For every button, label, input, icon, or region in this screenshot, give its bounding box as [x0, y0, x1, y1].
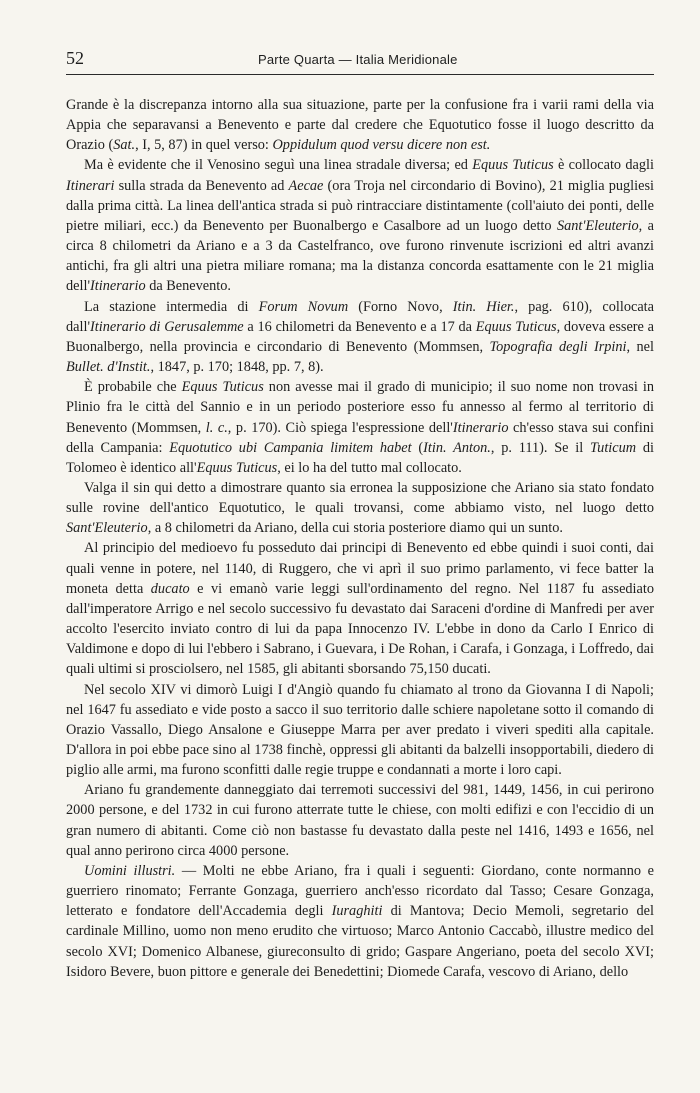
- text-run: (Forno Novo,: [348, 298, 453, 315]
- text-run: , I, 5, 87) in quel verso:: [135, 137, 273, 154]
- italic-text: Oppidulum quod versu dicere non est.: [272, 137, 491, 154]
- text-run: , a 8 chilometri da Ariano, della cui storia posteriore diamo qui un sunto.: [147, 520, 563, 537]
- text-run: Nel secolo XIV vi dimorò Luigi I d'Angiò quando fu chiamato al trono da Giovanna I di Napoli; nel 1647 fu assediato e vide posto a sacco il suo territorio dalle schiere napoletane sotto il comando di Orazio Vassallo, Diego Ansalone e Giuseppe Marra per aver predato i viveri spediti alla capitale. D'allora in poi ebbe pace sino al 1738 finchè, oppressi gli abitanti da balzelli insopportabili, diedero di piglio alle armi, ma furono sconfitti dalle regie truppe e condannati a morte i loro capi.: [66, 681, 654, 779]
- italic-text: Itinerari: [66, 177, 115, 194]
- italic-text: ducato: [150, 580, 190, 597]
- text-run: Ma è evidente che il Venosino seguì una linea stradale diversa; ed: [84, 157, 473, 174]
- italic-text: Forum Novum: [258, 298, 349, 315]
- text-run: , p. 170). Ciò spiega l'espressione dell': [227, 419, 453, 436]
- text-run: — Molti ne ebbe Ariano, fra i quali i seguenti: Giordano, conte normanno e guerriero rinomato; Ferrante Gonzaga, guerriero anch'esso ricordato dal Tasso; Cesare Gonzaga, letterato e fondatore dell'Accademia degli: [66, 862, 654, 920]
- italic-text: Iuraghiti: [331, 903, 383, 920]
- text-run: Grande è la discrepanza intorno alla sua situazione, parte per la confusione fra i varii rami della via Appia che separavansi a Benevento e parte dal credere che Equotutico fosse il luogo descritto da Orazio (: [66, 97, 654, 154]
- italic-text: Equus Tuticus: [475, 318, 557, 335]
- paragraph: [66, 377, 654, 478]
- paragraph: [66, 478, 654, 538]
- text-run: , a circa 8 chilometri da Ariano e a 3 da Castelfranco, ove furono rinvenute iscrizioni ed altri avanzi antichi, fra gli altri una pietra miliare romana; ma la distanza concorda esattamente con le 21 miglia dell': [66, 217, 654, 295]
- italic-text: Sant'Eleuterio: [556, 217, 639, 234]
- text-run: La stazione intermedia di: [84, 298, 259, 315]
- italic-text: Itin. Anton.: [423, 439, 491, 456]
- text-run: (: [411, 439, 424, 456]
- body-text: [66, 95, 654, 982]
- italic-text: Itin. Hier.: [452, 298, 515, 315]
- italic-text: Equus Tuticus: [196, 459, 278, 476]
- paragraph: [66, 297, 654, 378]
- paragraph: [66, 95, 654, 155]
- text-run: di Mantova; Decio Memoli, segretario del cardinale Millino, uomo non meno erudito che virtuoso; Marco Antonio Caccabò, illustre medico del secolo XVI; Domenico Albanese, giureconsulto di grido; Gaspare Angeriano, poeta del secolo XVI; Isidoro Bevere, buon pittore e generale dei Benedettini; Diomede Carafa, vescovo di Ariano, dello: [66, 903, 655, 980]
- italic-text: Topografia degli Irpini: [489, 338, 627, 355]
- italic-text: Equotutico ubi Campania limitem habet: [169, 439, 412, 456]
- paragraph: [66, 780, 654, 861]
- italic-text: Itinerario di Gerusalemme: [90, 318, 244, 335]
- page-number: 52: [66, 48, 84, 68]
- italic-text: Sant'Eleuterio: [66, 520, 148, 537]
- italic-text: Equus Tuticus: [181, 379, 264, 396]
- paragraph: [66, 680, 654, 781]
- text-run: sulla strada da Benevento ad: [114, 177, 289, 194]
- text-run: è collocato dagli: [553, 157, 654, 174]
- paragraph: [66, 155, 654, 296]
- text-run: da Benevento.: [145, 278, 231, 295]
- italic-text: Bullet. d'Instit.: [66, 359, 151, 376]
- text-run: Ariano fu grandemente danneggiato dai terremoti successivi del 981, 1449, 1456, in cui perirono 2000 persone, e del 1732 in cui furono atterrate tutte le chiese, con molti edifizi e con l'eccidio di un gran numero di abitanti. Come ciò non bastasse fu devastato dalla peste nel 1416, 1493 e 1656, nel qual anno perirono circa 4000 persone.: [66, 782, 654, 859]
- text-run: , nel: [626, 338, 654, 355]
- text-run: (ora Troja nel circondario di Bovino), 21 miglia pugliesi dalla prima città. La linea dell'antica strada si può rintracciare distintamente (coll'aiuto dei ponti, delle pietre miliari, ecc.) da Benevento per Buonalbergo e Casalbore ad un luogo detto: [66, 177, 654, 234]
- text-run: di Tolomeo è identico all': [66, 439, 654, 476]
- text-run: Al principio del medioevo fu posseduto dai principi di Benevento ed ebbe quindi i suoi conti, dai quali venne in potere, nel 1140, di Ruggero, che vi aprì il suo primo parlamento, vi fece batter la moneta detta: [66, 540, 654, 597]
- text-run: È probabile che: [84, 379, 182, 396]
- text-run: , ei lo ha del tutto mal collocato.: [277, 459, 462, 476]
- page-header: [66, 48, 654, 75]
- text-run: , 1847, p. 170; 1848, pp. 7, 8).: [150, 359, 324, 376]
- text-run: , pag. 610), collocata dall': [66, 298, 654, 335]
- running-head: Parte Quarta — Italia Meridionale: [258, 52, 458, 67]
- paragraph: [66, 538, 654, 679]
- text-run: e vi emanò varie leggi sull'ordinamento del regno. Nel 1187 fu assediato dall'imperatore Arrigo e nel secolo successivo fu devastato dai Saraceni d'ordine di Manfredi per aver accolto l'esercito inviato contro di lui da papa Innocenzo IV. L'ebbe in dono da Carlo I Enrico di Valdimone e dopo di lui l'ebbero i Sabrano, i Guevara, i De Rohan, i Carafa, i Gonzaga, i Loffredo, dai quali ultimi si prosciolsero, nel 1585, gli abitanti sborsando 75,150 ducati.: [66, 580, 655, 678]
- text-run: , p. 111). Se il: [490, 439, 591, 456]
- italic-text: Equus Tuticus: [472, 157, 554, 174]
- text-run: Valga il sin qui detto a dimostrare quanto sia erronea la supposizione che Ariano sia stato fondato sulle rovine dell'antico Equotutico, le quali trovansi, come abbiamo visto, nel luogo detto: [66, 479, 654, 517]
- text-run: a 16 chilometri da Benevento e a 17 da: [243, 318, 476, 335]
- italic-text: l. c.: [205, 419, 228, 436]
- italic-text: Uomini illustri.: [84, 862, 176, 879]
- italic-text: Itinerario: [90, 278, 146, 295]
- text-run: non avesse mai il grado di municipio; il suo nome non trovasi in Plinio fra le città del Sannio e in un periodo posteriore esso fu annesso al fermo al territorio di Benevento (Mommsen,: [66, 379, 654, 436]
- text-run: , doveva essere a Buonalbergo, nella provincia e circondario di Benevento (Mommsen,: [66, 318, 654, 355]
- italic-text: Itinerario: [452, 419, 509, 436]
- italic-text: Aecae: [288, 177, 324, 194]
- italic-text: Sat.: [113, 137, 136, 154]
- text-run: ch'esso stava sui confini della Campania:: [66, 419, 654, 456]
- paragraph: [66, 861, 654, 982]
- italic-text: Tuticum: [590, 439, 637, 456]
